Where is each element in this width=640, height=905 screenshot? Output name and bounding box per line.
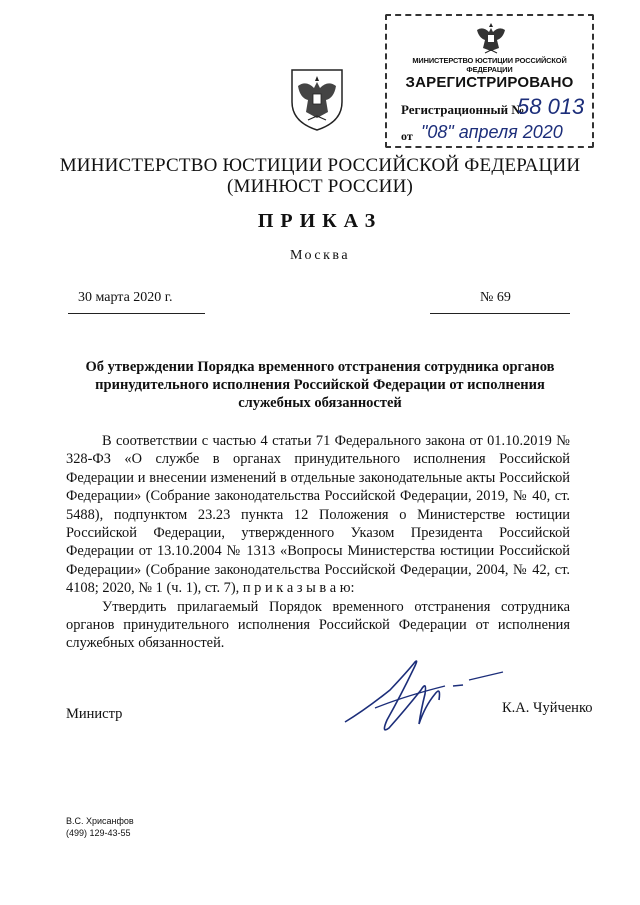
- registration-stamp: [385, 14, 594, 148]
- document-title: Об утверждении Порядка временного отстранения сотрудника органов принудительного исполнения Российской Федерации от исполнения служебных обязанностей: [85, 359, 555, 411]
- ministry-name-line1: МИНИСТЕРСТВО ЮСТИЦИИ РОССИЙСКОЙ ФЕДЕРАЦИИ: [59, 155, 581, 176]
- city: Москва: [289, 248, 351, 263]
- coat-of-arms-icon: [288, 68, 346, 132]
- body-paragraph-1: В соответствии с частью 4 статьи 71 Федерального закона от 01.10.2019 № 328-ФЗ «О службе в органах принудительного исполнения Российской Федерации и внесении изменений в отдельные законодательные акты Российской Федерации» (Собрание законодательства Российской Федерации, 2019, № 40, ст. 5488), подпунктом 23.23 пункта 12 Положения о Министерстве юстиции Российской Федерации, утвержденного Указом Президента Российской Федерации от 13.10.2004 № 1313 «Вопросы Министерства юстиции Российской Федерации» (Собрание законодательства Российской Федерации, 2004, № 42, ст. 4108; 2020, № 1 (ч. 1), ст. 7), п р и к а з ы в а ю:: [66, 433, 570, 597]
- executor-info: [66, 815, 134, 839]
- stamp-regnum-value: 58 013: [517, 94, 585, 119]
- document-body: [66, 432, 570, 653]
- document-type: ПРИКАЗ: [257, 210, 383, 232]
- document-number: № 69: [480, 290, 511, 305]
- stamp-date-value: "08" апреля 2020: [421, 122, 563, 142]
- stamp-registered-text: ЗАРЕГИСТРИРОВАНО: [405, 74, 574, 91]
- stamp-date-label: от: [401, 129, 413, 143]
- stamp-regnum-label: Регистрационный №: [401, 102, 525, 117]
- body-paragraph-2: Утвердить прилагаемый Порядок временного отстранения сотрудника органов принудительного исполнения Российской Федерации от исполнения служебных обязанностей.: [66, 598, 570, 652]
- ministry-name-line2: (МИНЮСТ РОССИИ): [226, 176, 414, 197]
- signatory-position: Министр: [66, 706, 123, 722]
- ministry-name: [0, 155, 640, 197]
- stamp-ministry-text: МИНИСТЕРСТВО ЮСТИЦИИ РОССИЙСКОЙ ФЕДЕРАЦИИ: [412, 56, 567, 74]
- document-date: 30 марта 2020 г.: [78, 290, 173, 305]
- stamp-emblem-icon: [473, 20, 509, 54]
- executor-phone: (499) 129-43-55: [66, 828, 131, 838]
- executor-name: В.С. Хрисанфов: [66, 816, 134, 826]
- signatory-name: К.А. Чуйченко: [502, 700, 593, 716]
- number-underline: [430, 313, 570, 314]
- date-underline: [68, 313, 205, 314]
- handwritten-signature: [335, 650, 515, 750]
